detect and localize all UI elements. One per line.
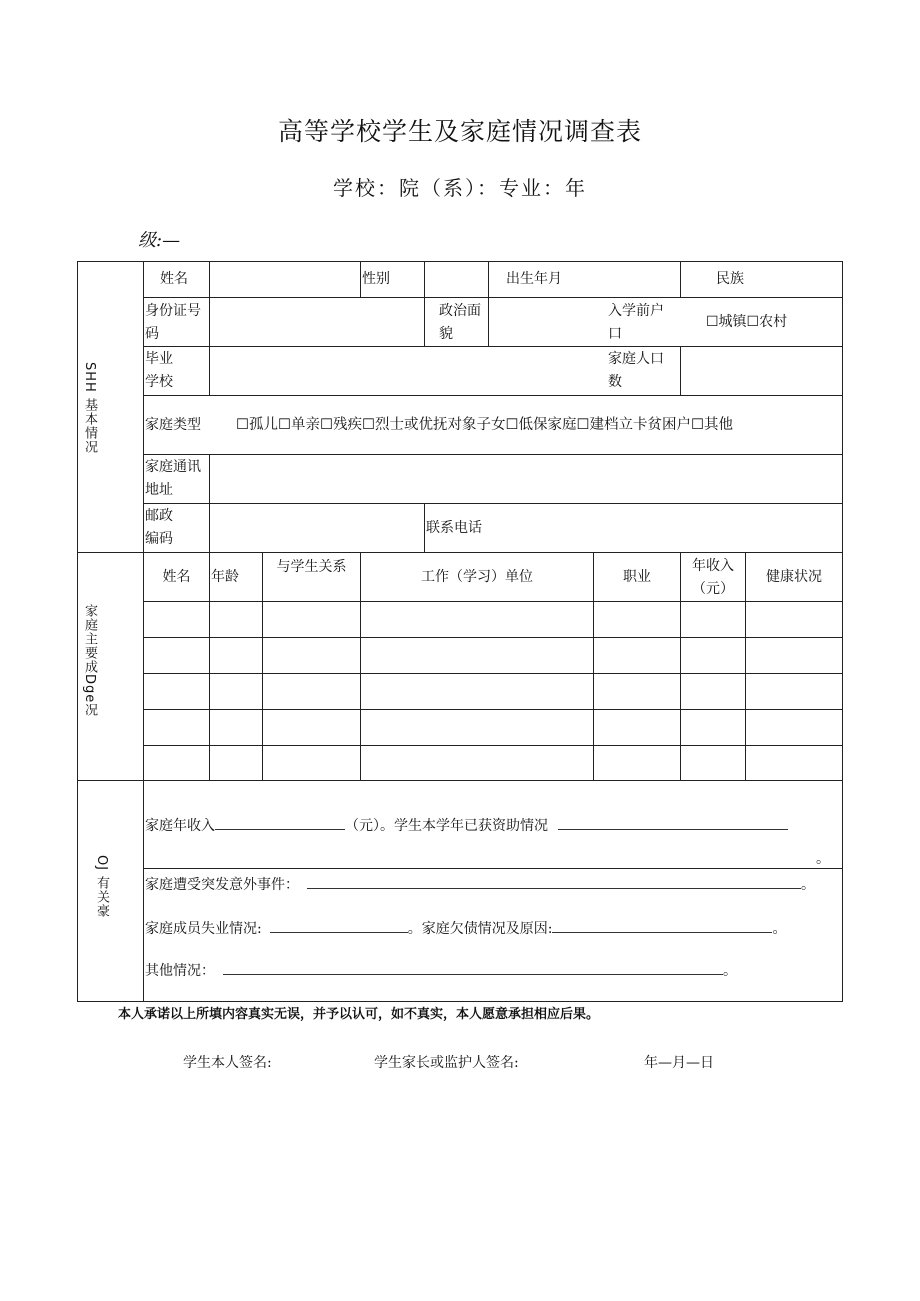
member-health-header: 健康状况 — [766, 569, 822, 585]
family-members-side-label: 家庭主要成Dge况 — [82, 604, 97, 718]
end-mark: 。 — [816, 851, 830, 867]
birth-label: 出生年月 — [506, 271, 562, 287]
political-status-label: 政治面貌 — [439, 303, 481, 342]
member-name-header: 姓名 — [162, 569, 191, 585]
family-type-options[interactable]: ☐孤儿☐单亲☐残疾☐烈士或优抚对象子女☐低保家庭☐建档立卡贫困户☐其他 — [236, 417, 733, 433]
graduation-school-label: 毕业学校 — [145, 351, 173, 390]
other-blank[interactable] — [223, 960, 723, 975]
family-income-blank[interactable] — [215, 815, 345, 830]
student-signature-label: 学生本人签名: — [183, 1055, 272, 1071]
end-mark: 。 — [772, 921, 787, 937]
gender-field[interactable] — [425, 262, 488, 297]
debt-label: 。家庭欠债情况及原因: — [407, 921, 553, 937]
unemployment-label: 家庭成员失业情况: — [145, 921, 262, 937]
member-relation-header: 与学生关系 — [276, 559, 347, 575]
accident-blank[interactable] — [307, 874, 801, 889]
basic-info-side-label: SHH 基本情况 — [82, 362, 97, 454]
member-age-header: 年龄 — [211, 569, 239, 585]
family-type-label: 家庭类型 — [145, 417, 201, 433]
end-mark: 。 — [801, 877, 815, 893]
phone-field[interactable] — [500, 504, 842, 552]
address-field[interactable] — [210, 455, 842, 503]
name-label: 姓名 — [160, 271, 188, 287]
related-info-side-label: OJ 有关豪 — [94, 855, 109, 919]
id-number-field[interactable] — [210, 298, 424, 346]
end-mark: 。 — [723, 963, 737, 979]
name-field[interactable] — [210, 262, 360, 297]
debt-blank[interactable] — [552, 918, 772, 933]
member-row[interactable] — [144, 602, 842, 637]
other-label: 其他情况： — [145, 963, 215, 979]
guardian-signature-label: 学生家长或监护人签名: — [374, 1055, 519, 1071]
aid-blank[interactable] — [558, 815, 788, 830]
aid-label: （元）。学生本学年已获资助情况 — [345, 818, 548, 834]
ethnicity-label: 民族 — [716, 271, 744, 287]
hukou-options[interactable]: ☐城镇☐农村 — [706, 314, 788, 330]
family-income-label: 家庭年收入 — [145, 818, 215, 834]
form-title: 高等学校学生及家庭情况调查表 — [277, 117, 642, 146]
accident-label: 家庭遭受突发意外事件： — [145, 877, 299, 893]
family-income-line — [145, 815, 788, 838]
family-size-field[interactable] — [681, 347, 842, 395]
postcode-label: 邮政编码 — [145, 508, 173, 547]
member-row[interactable] — [144, 638, 842, 673]
member-row[interactable] — [144, 674, 842, 709]
postcode-field[interactable] — [210, 504, 424, 552]
gender-label: 性别 — [362, 271, 390, 287]
member-work-header: 工作（学习）单位 — [421, 569, 533, 585]
promise-statement: 本人承诺以上所填内容真实无误，并予以认可，如不真实，本人愿意承担相应后果。 — [118, 1007, 600, 1022]
unemployment-blank[interactable] — [270, 918, 408, 933]
phone-label: 联系电话 — [426, 520, 482, 536]
graduation-school-field[interactable] — [210, 347, 590, 395]
hukou-label: 入学前户口 — [608, 303, 664, 342]
other-line — [145, 960, 737, 983]
grade-line: 级:— — [138, 230, 181, 251]
accident-line — [145, 874, 815, 897]
member-row[interactable] — [144, 746, 842, 780]
address-label: 家庭通讯地址 — [145, 459, 201, 498]
family-size-label: 家庭人口数 — [608, 351, 664, 390]
member-job-header: 职业 — [623, 569, 651, 585]
member-income-header: 年收入（元） — [692, 558, 734, 597]
member-row[interactable] — [144, 710, 842, 745]
school-info-line: 学校：院（系）：专业：年 — [333, 176, 587, 200]
unemployment-line — [145, 918, 786, 941]
id-number-label: 身份证号码 — [145, 303, 201, 342]
date-label: 年—月—日 — [644, 1055, 714, 1071]
